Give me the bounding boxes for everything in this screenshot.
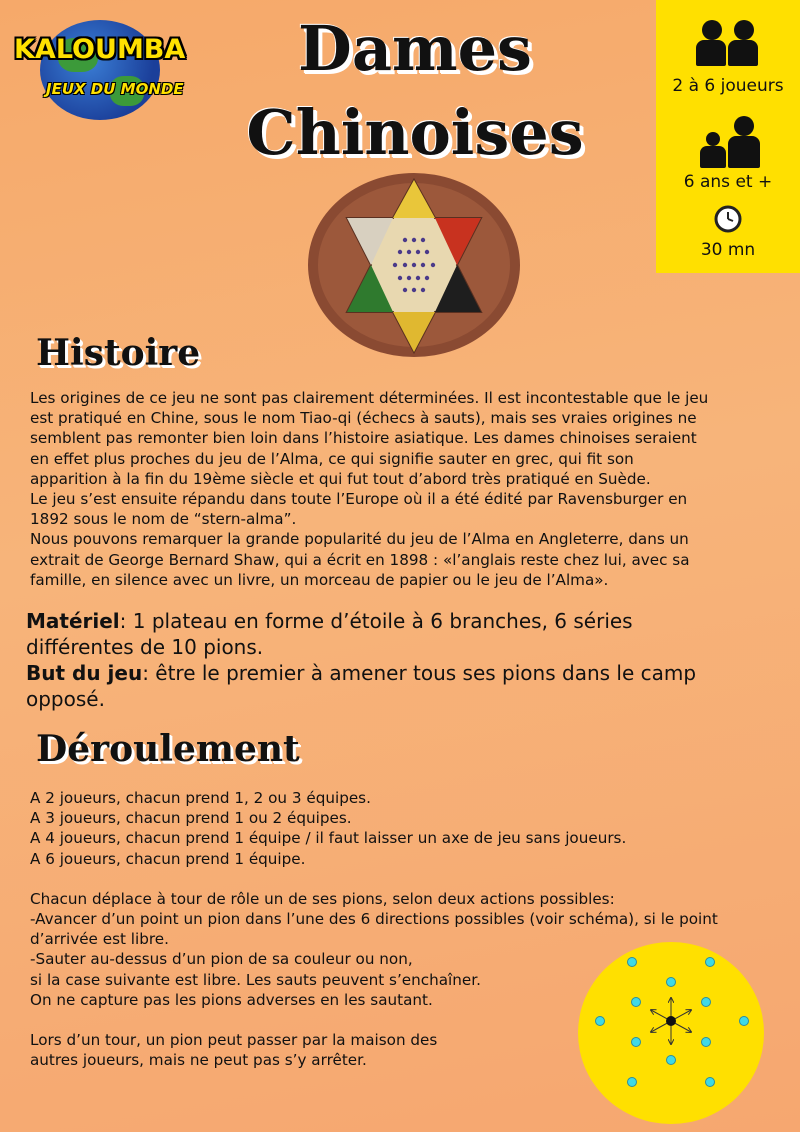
histoire-line: Nous pouvons remarquer la grande popularité du jeu de l’Alma en Angleterre, dans un	[30, 530, 689, 549]
materiel-label: Matériel	[26, 609, 120, 633]
histoire-line: Les origines de ce jeu ne sont pas clairement déterminées. Il est incontestable que le jeu	[30, 389, 709, 407]
kaloumba-logo	[10, 8, 200, 120]
regles-line: d’arrivée est libre.	[30, 930, 169, 949]
histoire-line: 1892 sous le nom de “stern-alma”.	[30, 510, 297, 529]
deroulement-heading: Déroulement	[36, 728, 300, 770]
game-duration: 30 mn	[700, 240, 756, 260]
players-icon	[696, 20, 760, 66]
histoire-line: semblent pas remonter bien loin dans l’histoire asiatique. Les dames chinoises seraient	[30, 429, 697, 448]
regles-line: -Sauter au-dessus d’un pion de sa couleur ou non,	[30, 950, 413, 969]
regles-line: -Avancer d’un point un pion dans l’une des 6 directions possibles (voir schéma), si le point	[30, 910, 718, 929]
histoire-line: famille, en silence avec un livre, un morceau de papier ou le jeu de l’Alma».	[30, 570, 609, 589]
logo-subtitle: JEUX DU MONDE	[46, 80, 184, 98]
histoire-line: Le jeu s’est ensuite répandu dans toute l’Europe où il a été édité par Ravensburger en	[30, 490, 688, 509]
players-count: 2 à 6 joueurs	[672, 76, 784, 96]
histoire-line: apparition à la fin du 19ème siècle et qui fut tout d’abord très pratiqué en Suède.	[30, 469, 651, 488]
clock-icon	[714, 205, 742, 233]
movement-schema-diagram	[578, 942, 764, 1124]
histoire-line: en effet plus proches du jeu de l’Alma, ce qui signifie sauter en grec, qui fit son	[30, 449, 634, 468]
regles-line: si la case suivante est libre. Les sauts peuvent s’enchaîner.	[30, 970, 481, 989]
histoire-line: extrait de George Bernard Shaw, qui a écrit en 1898 : «l’anglais reste chez lui, avec sa	[30, 550, 690, 569]
materiel-text-cont: différentes de 10 pions.	[26, 635, 264, 659]
but-label: But du jeu	[26, 661, 143, 685]
histoire-line: est pratiqué en Chine, sous le nom Tiao-qi (échecs à sauts), mais ses vraies origines ne	[30, 409, 697, 428]
page-title-line1: Dames	[298, 12, 532, 85]
histoire-heading: Histoire	[36, 332, 201, 374]
age-range: 6 ans et +	[683, 172, 773, 192]
but-text-cont: opposé.	[26, 687, 105, 711]
materiel-section	[26, 608, 786, 712]
age-icon	[700, 116, 760, 168]
chinese-checkers-board-image	[305, 170, 523, 360]
equipes-line: A 3 joueurs, chacun prend 1 ou 2 équipes.	[30, 809, 352, 828]
but-text: : être le premier à amener tous ses pions dans le camp	[142, 661, 697, 685]
info-box	[656, 0, 800, 273]
tour-line: Lors d’un tour, un pion peut passer par la maison des	[30, 1031, 438, 1050]
regles-line: Chacun déplace à tour de rôle un de ses pions, selon deux actions possibles:	[30, 889, 615, 908]
equipes-line: A 4 joueurs, chacun prend 1 équipe / il faut laisser un axe de jeu sans joueurs.	[30, 829, 627, 848]
logo-title: KALOUMBA	[14, 34, 186, 65]
equipes-line: A 6 joueurs, chacun prend 1 équipe.	[30, 849, 306, 868]
tour-line: autres joueurs, mais ne peut pas s’y arrêter.	[30, 1051, 367, 1070]
materiel-text: : 1 plateau en forme d’étoile à 6 branches, 6 séries	[119, 609, 633, 633]
histoire-text	[30, 388, 775, 590]
page-title-line2: Chinoises	[246, 96, 584, 169]
equipes-line: A 2 joueurs, chacun prend 1, 2 ou 3 équipes.	[30, 789, 371, 807]
regles-line: On ne capture pas les pions adverses en les sautant.	[30, 990, 433, 1009]
